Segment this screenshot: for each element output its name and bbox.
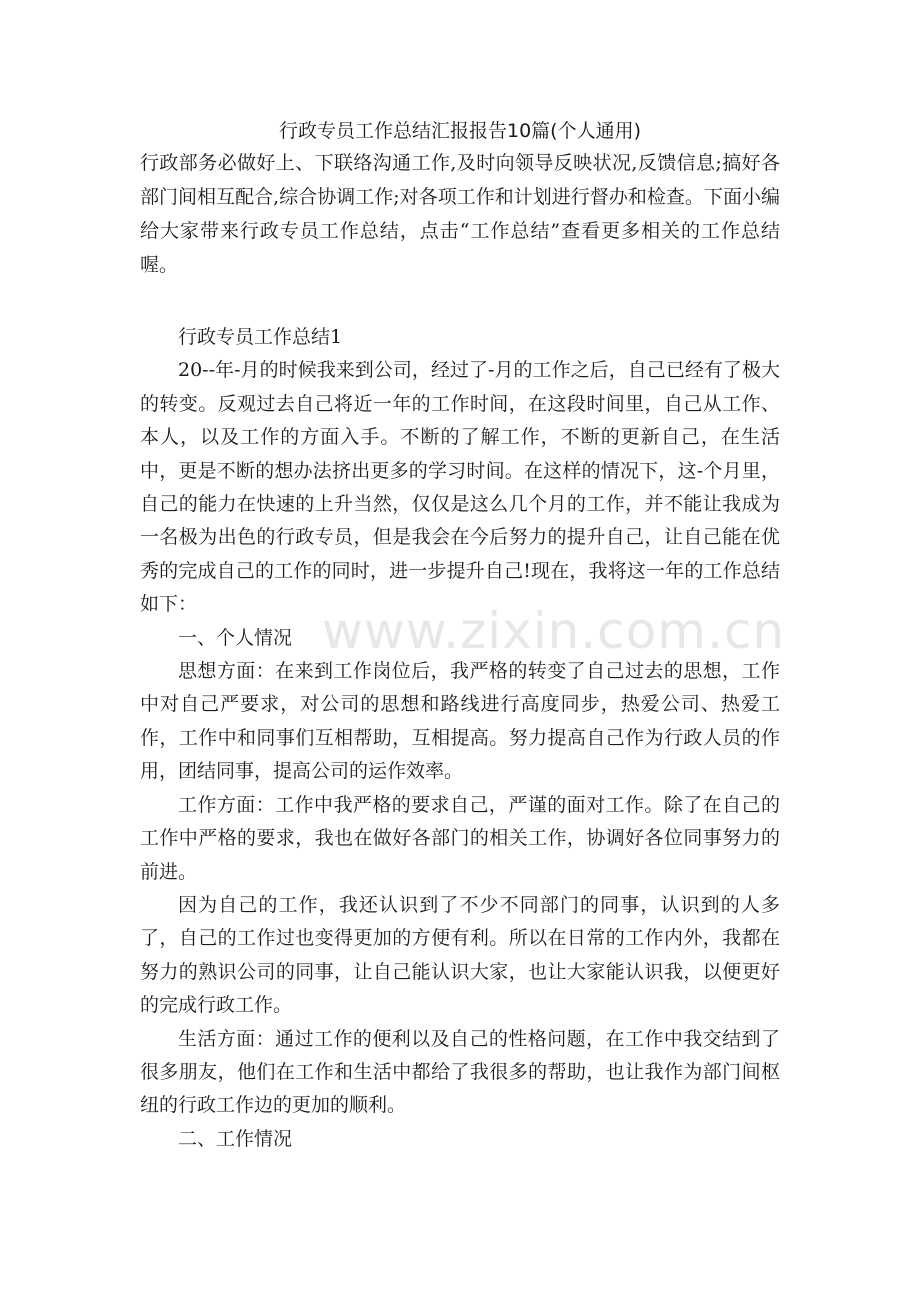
body-paragraph: 思想方面：在来到工作岗位后，我严格的转变了自己过去的思想，工作中对自己严要求，对公司的思想和路线进行高度同步，热爱公司、热爱工作，工作中和同事们互相帮助，互相提高。努力提高自己作为行政人员的作用，团结同事，提高公司的运作效率。 bbox=[140, 660, 780, 783]
body-paragraph: 20--年-月的时候我来到公司，经过了-月的工作之后，自己已经有了极大的转变。反观过去自己将近一年的工作时间，在这段时间里，自己从工作、本人，以及工作的方面入手。不断的了解工作，不断的更新自己，在生活中，更是不断的想办法挤出更多的学习时间。在这样的情况下，这-个月里，自己的能力在快速的上升当然，仅仅是这么几个月的工作，并不能让我成为一名极为出色的行政专员，但是我会在今后努力的提升自己，让自己能在优秀的完成自己的工作的同时，进一步提升自己!现在，我将这一年的工作总结如下： bbox=[140, 359, 780, 616]
subheading-work: 二、工作情况 bbox=[178, 1127, 293, 1150]
subheading-personal: 一、个人情况 bbox=[178, 626, 293, 649]
body-paragraph: 因为自己的工作，我还认识到了不少不同部门的同事，认识到的人多了，自己的工作过也变得更加的方便有利。所以在日常的工作内外，我都在努力的熟识公司的同事，让自己能认识大家，也让大家能认识我，以便更好的完成行政工作。 bbox=[140, 893, 780, 1017]
body-paragraph: 工作方面：工作中我严格的要求自己，严谨的面对工作。除了在自己的工作中严格的要求，我也在做好各部门的相关工作，协调好各位同事努力的前进。 bbox=[140, 793, 780, 883]
document-body bbox=[140, 321, 780, 1156]
document-title: 行政专员工作总结汇报报告10篇(个人通用) bbox=[278, 120, 641, 142]
body-paragraph: 生活方面：通过工作的便利以及自己的性格问题，在工作中我交结到了很多朋友，他们在工作和生活中都给了我很多的帮助，也让我作为部门间枢纽的行政工作边的更加的顺利。 bbox=[140, 1027, 780, 1117]
section-heading: 行政专员工作总结1 bbox=[178, 326, 343, 348]
watermark: www.zixin.com.cn bbox=[322, 602, 786, 660]
intro-paragraph: 行政部务必做好上、下联络沟通工作,及时向领导反映状况,反馈信息;搞好各部门间相互配合,综合协调工作;对各项工作和计划进行督办和检查。下面小编给大家带来行政专员工作总结，点击“工作总结”查看更多相关的工作总结喔。 bbox=[140, 152, 780, 276]
